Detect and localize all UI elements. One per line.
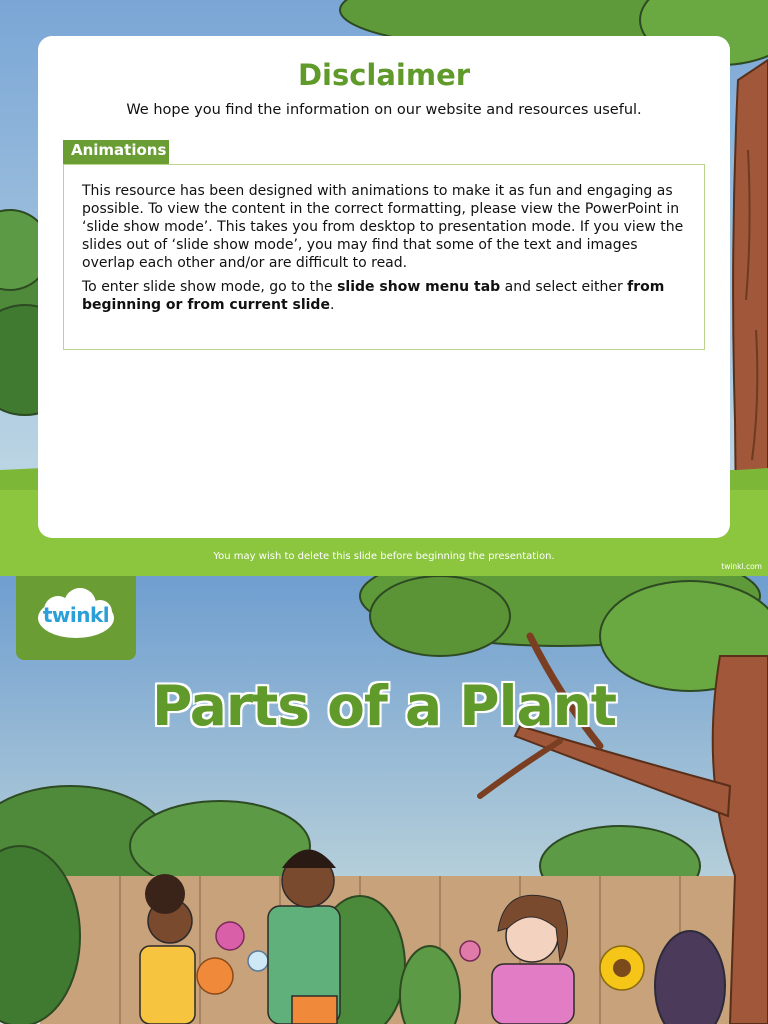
slide-show-menu-tab-text: slide show menu tab <box>337 279 501 295</box>
disclaimer-subtitle: We hope you find the information on our website and resources useful. <box>126 102 642 118</box>
twinkl-logo-text: twinkl <box>42 603 110 627</box>
animations-paragraph: This resource has been designed with animations to make it as fun and engaging as possible. To view the content in the correct formatting, please view the PowerPoint in ‘slide show mode’. This takes you from desktop to presentation mode. If you view the slides out of ‘slide show mode’, you may find that some of the text and images overlap each other and/or are difficult to read. <box>82 183 684 271</box>
from-beginning-text: from beginning or from current slide <box>82 279 665 313</box>
title-slide <box>0 576 768 1024</box>
animations-info-box <box>63 164 705 350</box>
animations-tab-label: Animations <box>63 140 169 164</box>
slideshow-instructions <box>82 278 686 314</box>
instructions-text: To enter slide show mode, go to the <box>82 279 338 295</box>
disclaimer-title: Disclaimer <box>297 58 471 92</box>
instructions-end: . <box>329 297 335 313</box>
site-url: twinkl.com <box>721 562 762 571</box>
delete-slide-note: You may wish to delete this slide before beginning the presentation. <box>213 551 555 562</box>
instructions-text-mid: and select either <box>500 279 628 295</box>
lesson-title: Parts of a Plant <box>151 674 617 738</box>
